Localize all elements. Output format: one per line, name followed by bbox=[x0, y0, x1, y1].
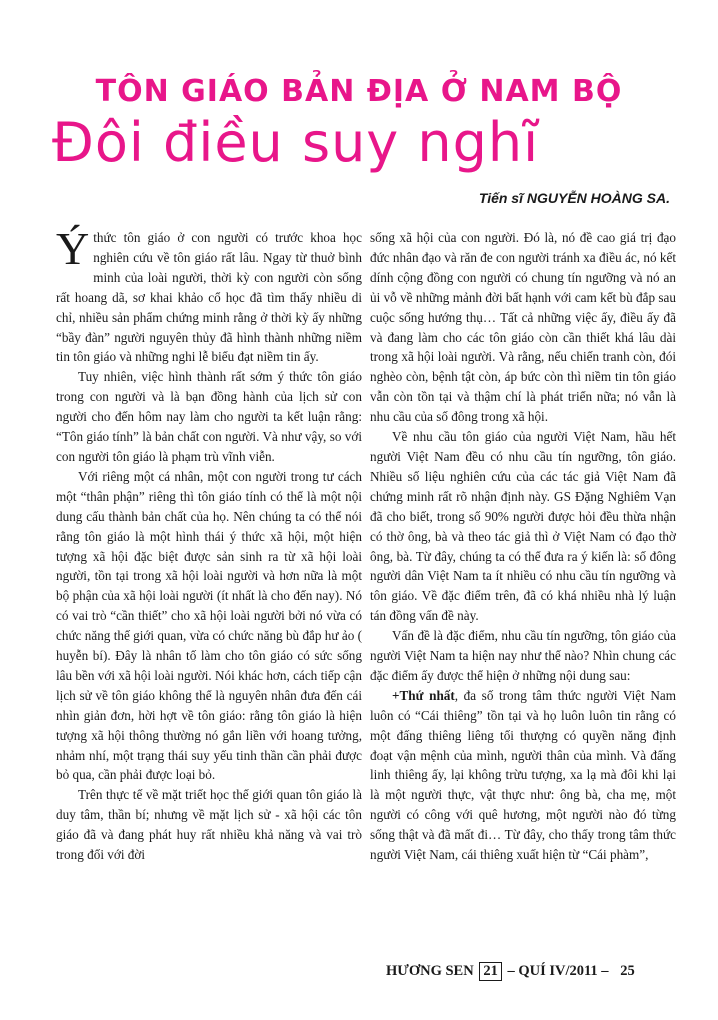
paragraph: Với riêng một cá nhân, một con người trong tư cách một “thân phận” riêng thì tôn giáo tính có thể là một nội dung cấu thành bản chất của họ. Nên chúng ta có thể nói rằng tôn giáo là một hình thái ý thức xã hội, một hiện tượng xã hội đặc biệt được sản sinh ra từ xã hội loài người, tồn tại trong xã hội loài người và hơn nữa là một bộ phận của xã hội loài người (ít nhất là cho đến nay). Nó có vai trò “cần thiết” cho xã hội loài người bởi nó vừa có chức năng thế giới quan, vừa có chức năng bù đắp hư ảo ( huyễn bí). Đây là nhân tố làm cho tôn giáo có sức sống lâu bền với xã hội loài người. Nói khác hơn, cách tiếp cận lịch sử về tôn giáo không thể là nguyên nhân đưa đến cái nhìn giản đơn, hời hợt về tôn giáo: rằng tôn giáo là hiện tượng xã hội thông thường nó gắn liền với hoang tưởng, nhảm nhí, một trạng thái suy yếu tinh thần cần phải được bỏ qua, cần phải được loại bỏ. bbox=[56, 468, 362, 783]
quarter-label: QUÍ IV/2011 – bbox=[518, 963, 609, 979]
paragraph: Trên thực tế về mặt triết học thế giới quan tôn giáo là duy tâm, thần bí; nhưng về mặt lịch sử - xã hội các tôn giáo đã và đang phát huy rất nhiều khả năng và vai trò trong đối với đời bbox=[56, 787, 362, 863]
author-line: Tiến sĩ NGUYỄN HOÀNG SA. bbox=[478, 190, 670, 206]
paragraph-text: , đa số trong tâm thức người Việt Nam luôn có “Cái thiêng” tồn tại và họ luôn luôn tin rằng có một đấng thiêng liêng tối thượng có quyền năng định đoạt vận mệnh của mình, người thân của mình. Và đấng linh thiêng ấy, lại không trừu tượng, xa lạ mà đôi khi lại là một người thực, vật thực như: ông bà, cha mẹ, một người có công với quê hương, một người nào đó từng sống thật và đã mất đi… Từ đây, cho thấy trong tâm thức người Việt Nam, cái thiêng xuất hiện từ “Cái phàm”, bbox=[370, 687, 677, 863]
paragraph bbox=[56, 223, 362, 367]
magazine-name: HƯƠNG SEN bbox=[386, 963, 474, 979]
paragraph: sống xã hội của con người. Đó là, nó đề cao giá trị đạo đức nhân đạo và răn đe con người tránh xa điều ác, nó kết dính cộng đồng con người có chung tín ngưỡng và nó an ủi vỗ về những mảnh đời bất hạnh với cam kết bù đắp sau cuộc sống hướng thụ… Tất cả những việc ấy, điều ấy đã và đang làm cho các tôn giáo còn cần thiết khá lâu dài trong xã hội loài người. Và rằng, nếu chiến tranh còn, đói nghèo còn, bệnh tật còn, áp bức còn thì niềm tin tôn giáo vẫn còn tồn tại và thậm chí là phát triển nữa; nó vẫn là nhu cầu của số đông trong xã hội. bbox=[370, 230, 676, 425]
paragraph: Tuy nhiên, việc hình thành rất sớm ý thức tôn giáo trong con người và là bạn đồng hành của lịch sử con người cho đến hôm nay làm cho người ta kết luận rằng: “Tôn giáo tính” là bản chất con người. Và như vậy, so với con người tôn giáo là phạm trù vĩnh viễn. bbox=[56, 369, 362, 464]
drop-cap: Ý bbox=[56, 223, 90, 274]
page-footer bbox=[386, 962, 676, 981]
left-column bbox=[56, 223, 362, 865]
page-number: 25 bbox=[620, 963, 635, 979]
footer-dash: – bbox=[507, 963, 515, 979]
paragraph: Vấn đề là đặc điểm, nhu cầu tín ngưỡng, tôn giáo của người Việt Nam ta hiện nay như thế nào? Nhìn chung các đặc điểm ấy được thể hiện ở những nội dung sau: bbox=[370, 628, 676, 683]
right-column bbox=[370, 228, 676, 865]
paragraph: Về nhu cầu tôn giáo của người Việt Nam, hầu hết người Việt Nam đều có nhu cầu tín ngưỡng, tôn giáo. Nhiều số liệu nghiên cứu của các tác giả Việt Nam đã chứng minh rất rõ nhận định này. GS Đặng Nghiêm Vạn đã cho biết, trong số 90% người được hỏi đều thừa nhận có thờ ông, bà và theo tác giả thì ở Việt Nam có đạo thờ ông, bà. Từ đây, chúng ta có thể đưa ra ý kiến là: số đông người dân Việt Nam ta ít nhiều có nhu cầu tín ngưỡng và tôn giáo. Về đặc điểm trên, đã có khá nhiều nhà lý luận tán đồng vấn đề này. bbox=[370, 429, 676, 624]
paragraph-text: thức tôn giáo ở con người có trước khoa học nghiên cứu về tôn giáo rất lâu. Ngay từ thuở bình minh của loài người, thời kỳ con người còn sống rất hoang dã, sơ khai khảo cổ học đã tìm thấy nhiều di chỉ, nhiều sản phẩm chứng minh rằng ở thời kỳ ấy những “bầy đàn” người nguyên thủy đã hình thành những niềm tin tôn giáo và những nghi lễ biểu đạt niềm tin ấy. bbox=[56, 230, 362, 365]
article-title: TÔN GIÁO BẢN ĐỊA Ở NAM BỘ bbox=[95, 74, 623, 109]
point-label: +Thứ nhất bbox=[392, 687, 455, 703]
paragraph bbox=[370, 686, 676, 865]
issue-number: 21 bbox=[479, 962, 502, 981]
article-subtitle: Đôi điều suy nghĩ bbox=[52, 111, 540, 174]
